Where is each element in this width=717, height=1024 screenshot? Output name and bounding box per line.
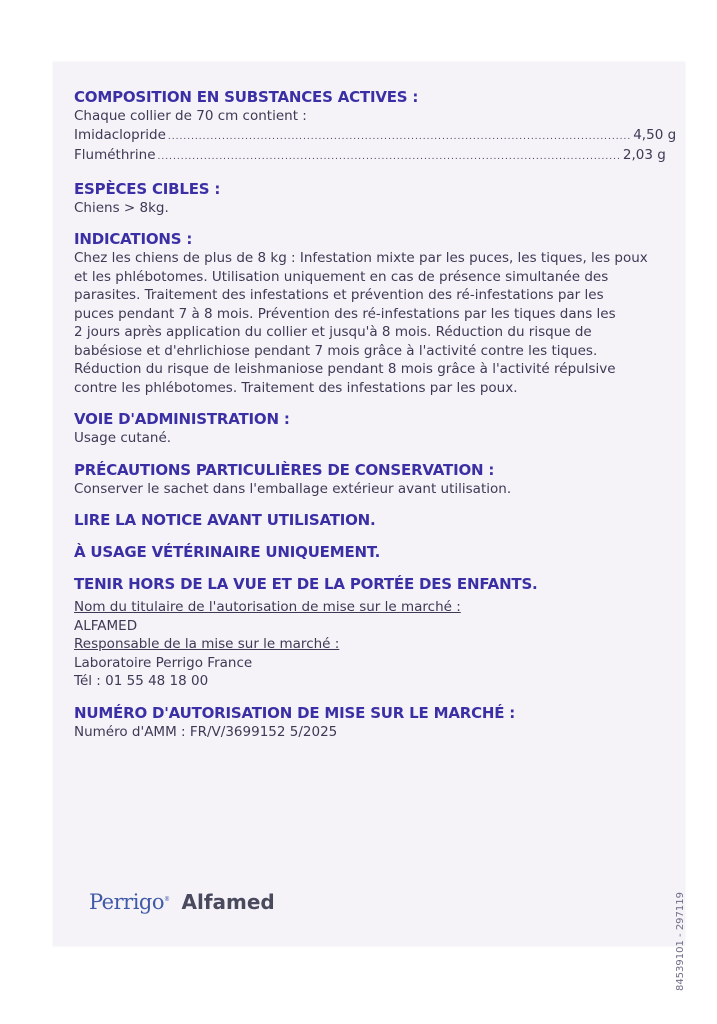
holder-name: ALFAMED — [74, 617, 138, 634]
responsible-phone: Tél : 01 55 48 18 00 — [74, 673, 209, 689]
perrigo-logo: Perrigo® — [89, 890, 170, 914]
indications-line: et les phlébotomes. Utilisation uniquement en cas de présence simultanée des — [74, 268, 609, 285]
indications-line: parasites. Traitement des infestations et prévention des ré-infestations par les — [74, 287, 604, 303]
responsible-name: Laboratoire Perrigo France — [74, 654, 253, 671]
veterinary-warning: À USAGE VÉTÉRINAIRE UNIQUEMENT. — [74, 543, 381, 561]
ingredient-name: Fluméthrine — [74, 147, 156, 163]
responsible-label: Responsable de la mise sur le marché : — [74, 636, 340, 652]
storage-text: Conserver le sachet dans l'emballage extérieur avant utilisation. — [74, 480, 512, 497]
children-warning: TENIR HORS DE LA VUE ET DE LA PORTÉE DES ENFANTS. — [74, 575, 538, 593]
administration-text: Usage cutané. — [74, 430, 172, 446]
indications-line: Chez les chiens de plus de 8 kg : Infestation mixte par les puces, les tiques, les poux — [74, 250, 648, 266]
indications-line: Réduction du risque de leishmaniose pendant 8 mois grâce à l'activité répulsive — [74, 361, 616, 377]
ingredient-row — [74, 146, 666, 167]
storage-heading: PRÉCAUTIONS PARTICULIÈRES DE CONSERVATION : — [74, 460, 495, 479]
indications-line: babésiose et d'ehrlichiose pendant 7 mois grâce à l'activité contre les tiques. — [74, 342, 598, 359]
ingredient-name: Imidaclopride — [74, 126, 166, 143]
ingredient-row — [74, 126, 677, 147]
indications-line: 2 jours après application du collier et jusqu'à 8 mois. Réduction du risque de — [74, 324, 592, 340]
leader-dots: ........................................................................................................................ — [167, 131, 632, 142]
leaflet-content — [74, 87, 677, 741]
composition-heading: COMPOSITION EN SUBSTANCES ACTIVES : — [74, 88, 419, 106]
administration-heading: VOIE D'ADMINISTRATION : — [74, 410, 290, 428]
alfamed-logo: Alfamed — [181, 890, 275, 914]
authorization-text: Numéro d'AMM : FR/V/3699152 5/2025 — [74, 723, 338, 740]
leader-dots: ........................................................................................................................ — [157, 152, 621, 162]
ingredient-value: 4,50 g — [633, 126, 677, 143]
indications-line: puces pendant 7 à 8 mois. Prévention des ré-infestations par les tiques dans les — [74, 305, 616, 322]
holder-label: Nom du titulaire de l'autorisation de mise sur le marché : — [74, 599, 461, 615]
brand-logos — [89, 890, 275, 914]
perrigo-logo-text: Perrigo — [89, 890, 164, 914]
indications-line: contre les phlébotomes. Traitement des infestations par les poux. — [74, 379, 518, 396]
ingredient-value: 2,03 g — [622, 147, 666, 163]
composition-intro: Chaque collier de 70 cm contient : — [74, 108, 307, 124]
side-code: 84539101 - 297119 — [675, 892, 686, 992]
notice-warning: LIRE LA NOTICE AVANT UTILISATION. — [74, 511, 376, 529]
species-heading: ESPÈCES CIBLES : — [74, 179, 221, 198]
authorization-heading: NUMÉRO D'AUTORISATION DE MISE SUR LE MARCHÉ : — [74, 703, 516, 722]
species-text: Chiens > 8kg. — [74, 199, 169, 216]
indications-heading: INDICATIONS : — [74, 230, 193, 248]
leaflet-card — [53, 62, 686, 992]
